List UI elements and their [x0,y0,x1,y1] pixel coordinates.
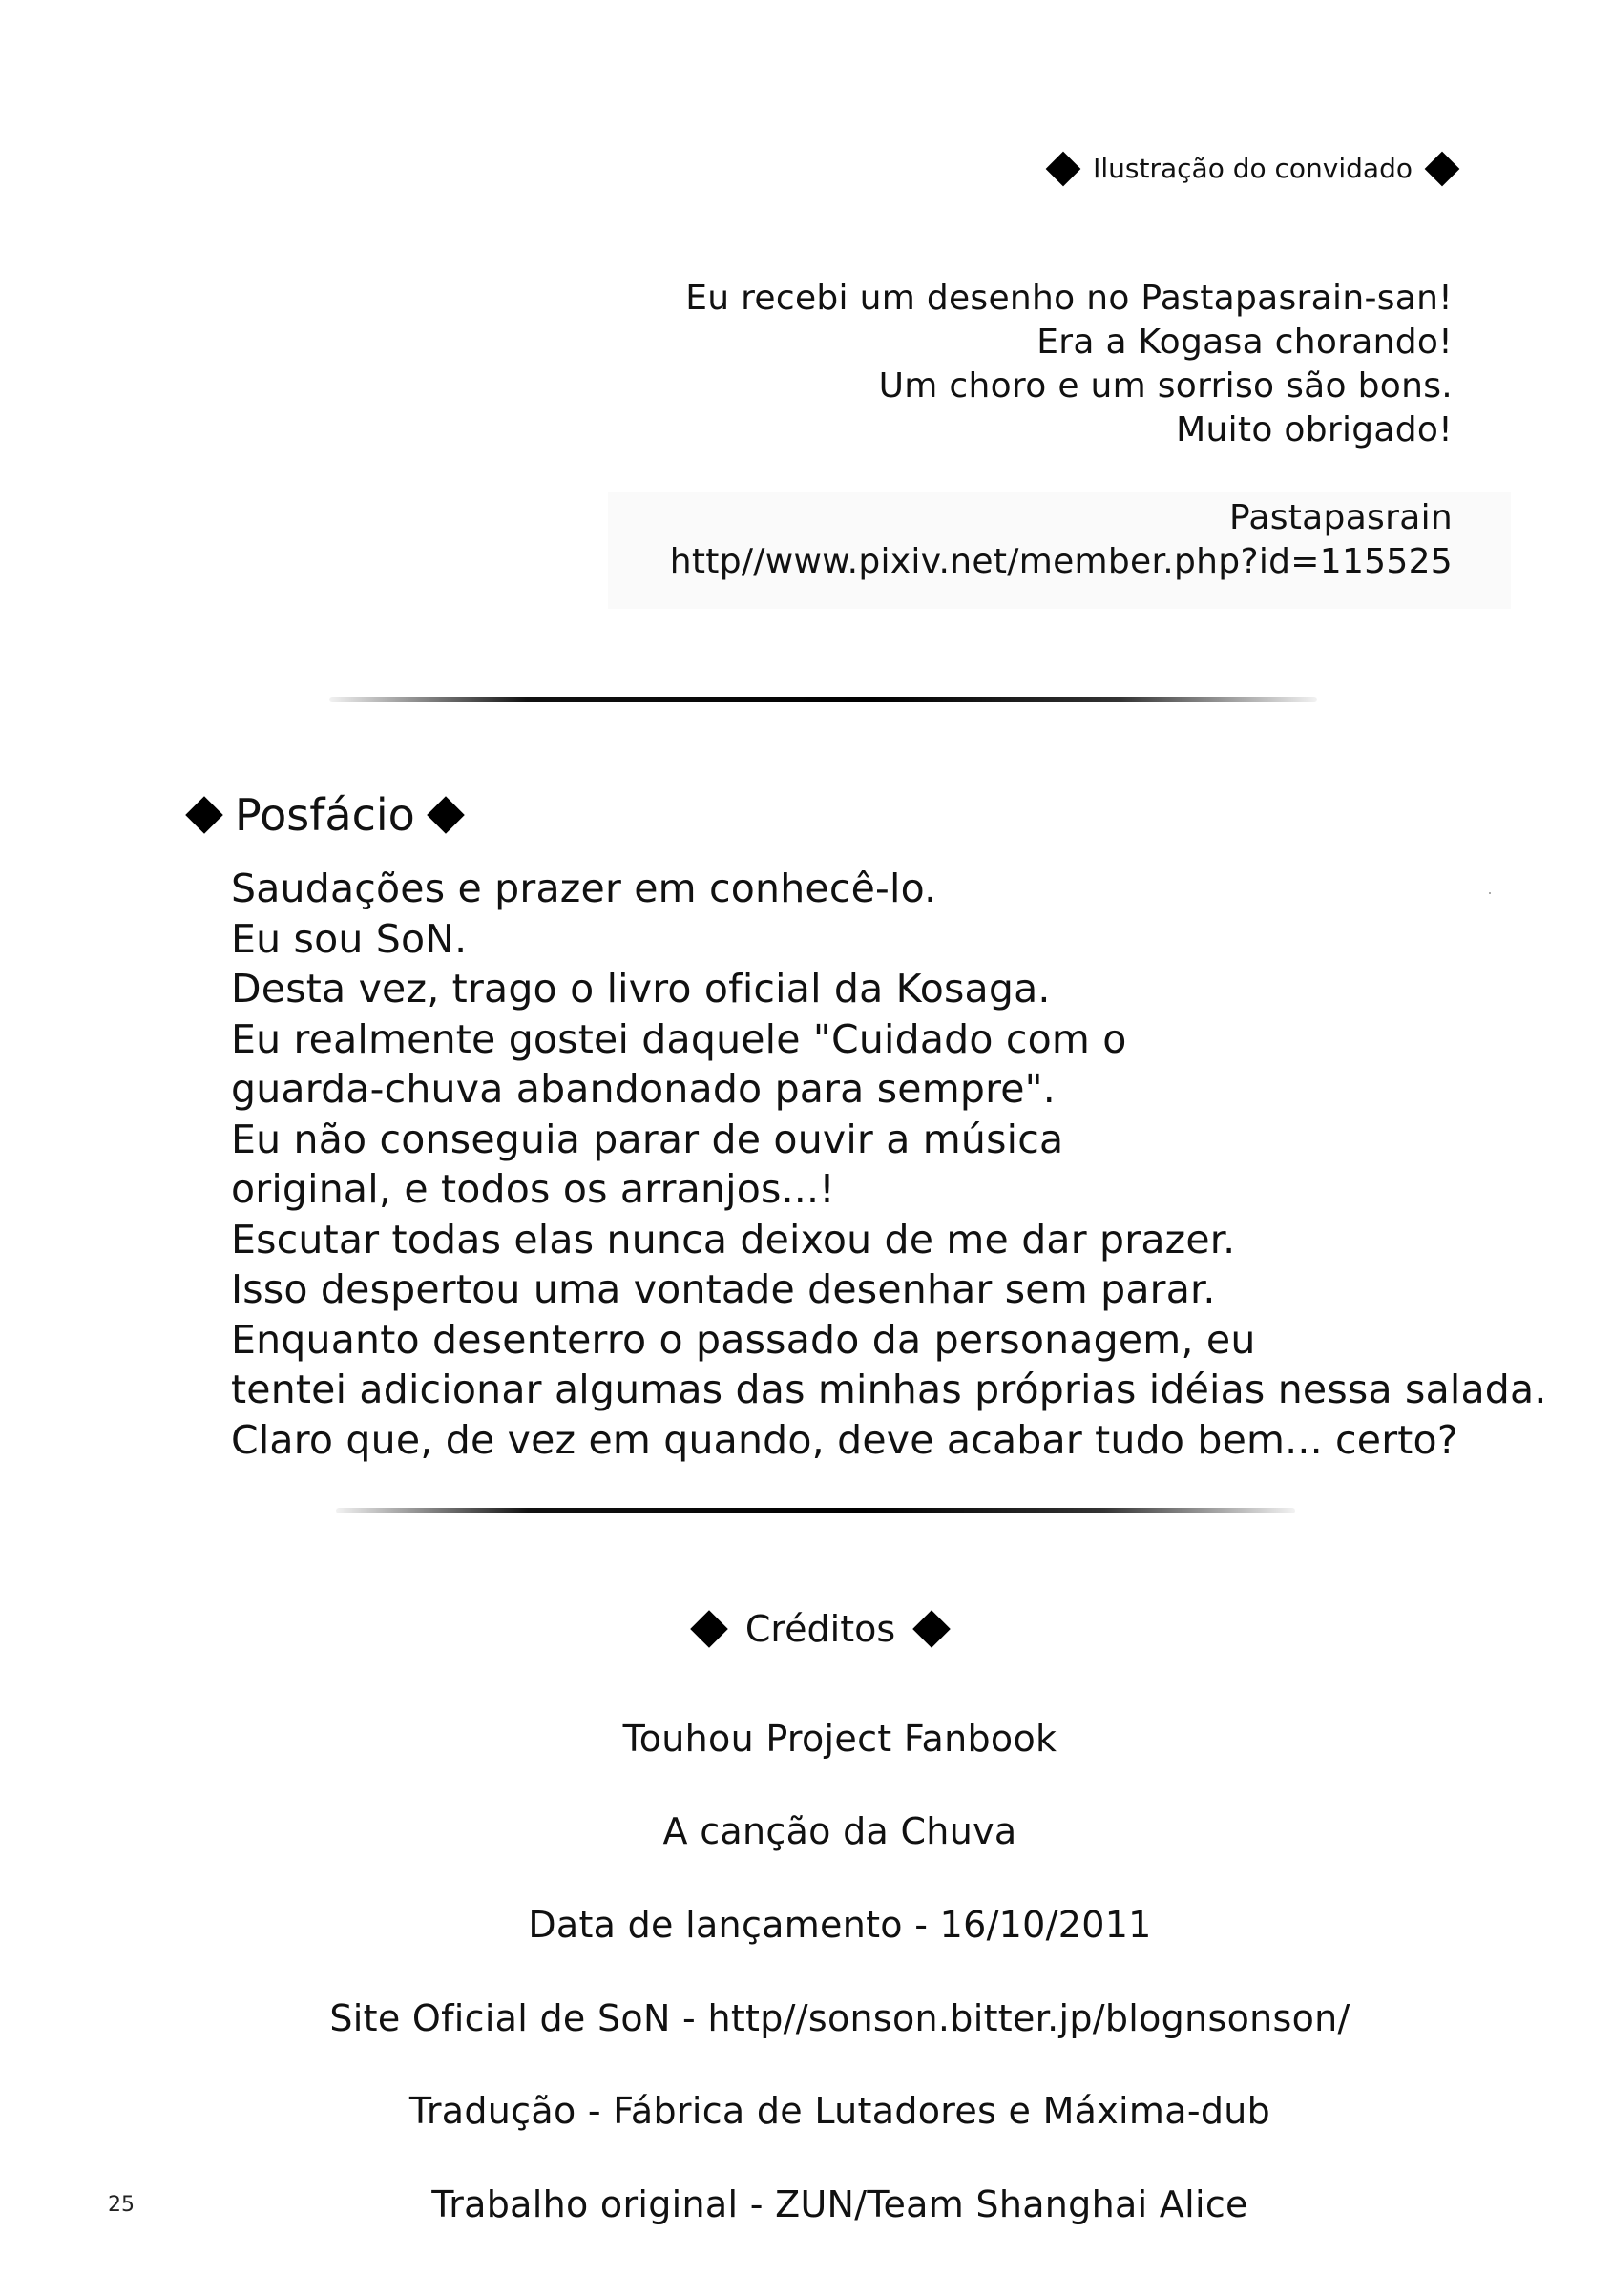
credit-line: Touhou Project Fanbook [622,1718,1057,1760]
credit-line: Data de lançamento - 16/10/2011 [528,1904,1152,1946]
guest-illustration-title: Ilustração do convidado [1093,153,1413,184]
text-line: Escutar todas elas nunca deixou de me dar prazer. [231,1216,1236,1263]
text-line: Muito obrigado! [1176,410,1453,449]
text-line: Enquanto desenterro o passado da personagem, eu [231,1316,1256,1363]
credits-header [0,1608,1612,1650]
text-line: Era a Kogasa chorando! [1036,323,1453,362]
section-divider [336,1508,1295,1513]
diamond-icon [427,796,465,834]
text-line: original, e todos os arranjos...! [231,1166,835,1212]
text-line: guarda-chuva abandonado para sempre". [231,1066,1056,1112]
diamond-icon [690,1610,728,1648]
text-line: Eu não conseguia parar de ouvir a música [231,1116,1064,1162]
credit-line: Site Oficial de SoN - http//sonson.bitter.jp/blognsonson/ [329,1997,1350,2039]
credit-line: Trabalho original - ZUN/Team Shanghai Alice [431,2183,1248,2225]
text-line: Claro que, de vez em quando, deve acabar tudo bem... certo? [231,1416,1458,1463]
page-number: 25 [108,2193,135,2217]
text-line: Eu sou SoN. [231,915,468,962]
credit-line: A canção da Chuva [662,1810,1017,1852]
guest-illustration-text [594,277,1453,452]
diamond-icon [185,796,223,834]
text-line: Eu realmente gostei daquele "Cuidado com o [231,1015,1127,1062]
guest-illustration-header [1051,153,1455,184]
afterword-header [191,789,459,841]
afterword-body [231,864,1547,1465]
text-line: tentei adicionar algumas das minhas próprias idéias nessa salada. [231,1367,1547,1412]
artist-credit [670,496,1453,584]
artist-url: http//www.pixiv.net/member.php?id=115525 [669,542,1453,581]
afterword-title: Posfácio [235,789,415,841]
credits-title: Créditos [744,1608,896,1650]
text-line: Saudações e prazer em conhecê-lo. [231,866,937,911]
text-line: Um choro e um sorriso são bons. [878,366,1453,406]
diamond-icon [912,1610,951,1648]
text-line: Desta vez, trago o livro oficial da Kosaga. [231,966,1051,1012]
diamond-icon [1046,151,1081,186]
text-line: Eu recebi um desenho no Pastapasrain-san! [685,279,1453,318]
text-line: Isso despertou uma vontade desenhar sem parar. [231,1266,1216,1312]
credit-line: Tradução - Fábrica de Lutadores e Máxima-dub [408,2090,1271,2132]
diamond-icon [1425,151,1460,186]
section-divider [329,697,1317,702]
scan-speck [1489,892,1491,894]
artist-name: Pastapasrain [1228,498,1453,537]
